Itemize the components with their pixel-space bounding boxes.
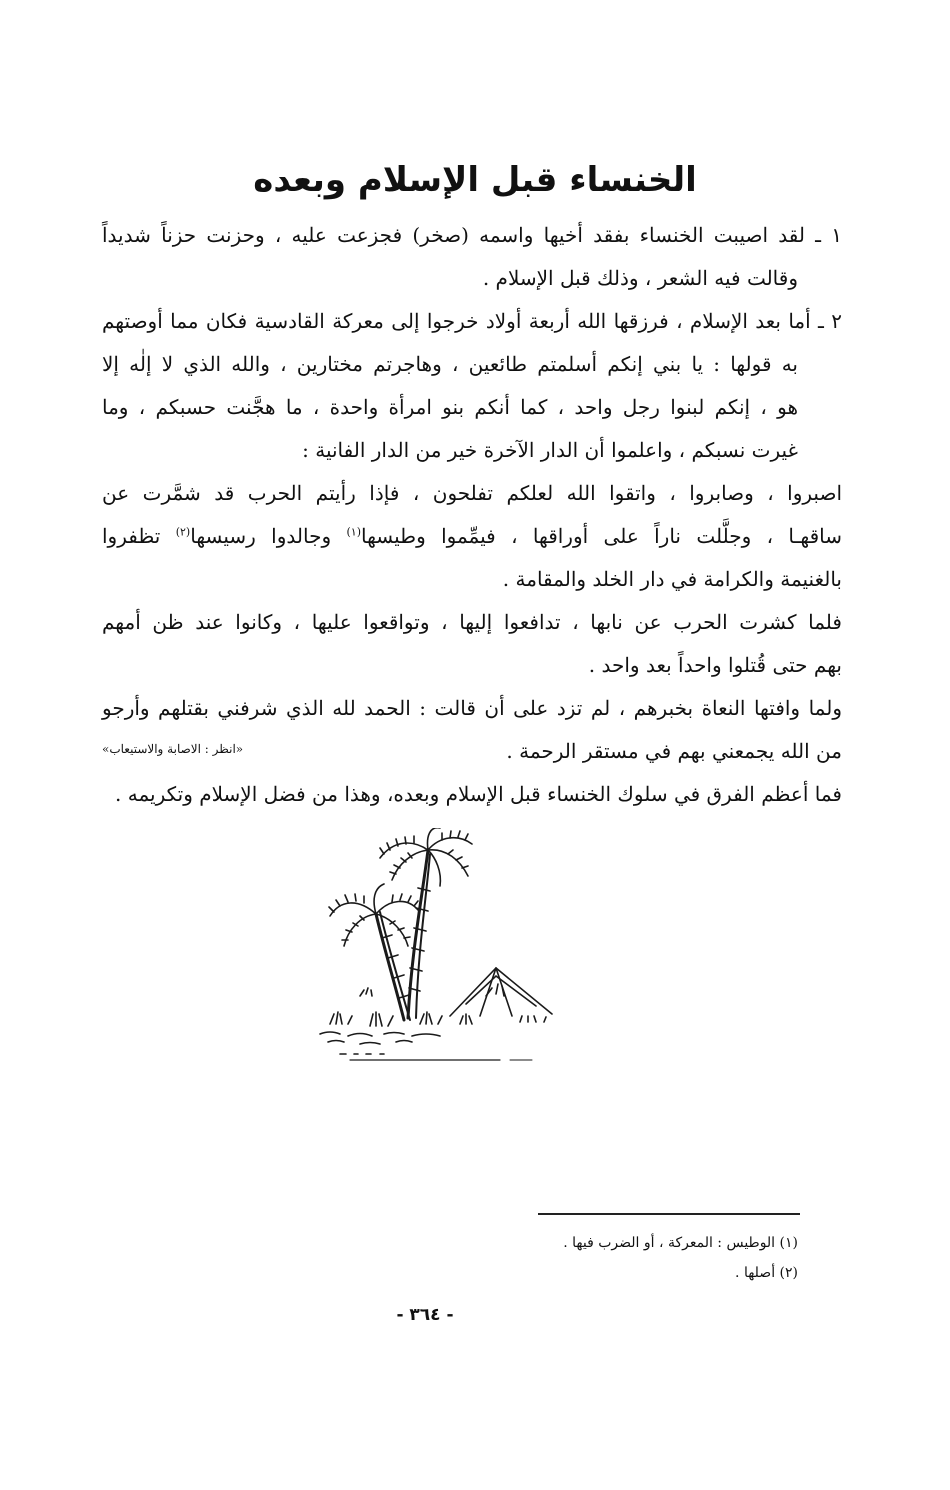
text-line-6: غيرت نسبكم ، واعلموا أن الدار الآخرة خير من الدار الفانية :	[302, 438, 798, 462]
footnote-ref-1: (١)	[346, 525, 361, 539]
palm-trees-tent-icon	[300, 828, 570, 1068]
footnote-separator	[538, 1213, 800, 1215]
page-number: - ٣٦٤ -	[396, 1305, 454, 1325]
footnotes	[398, 1228, 798, 1288]
text-line-4: به قولها : يا بني إنكم أسلمتم طائعين ، وهاجرتم مختارين ، والله الذي لا إلٰه إلا	[102, 352, 798, 376]
main-text	[102, 214, 842, 816]
footnote-ref-2: (٢)	[175, 525, 191, 539]
text-line-3: ٢ ـ أما بعد الإسلام ، فرزقها الله أربعة أولاد خرجوا إلى معركة القادسية فكان مما أوصتهم	[102, 309, 842, 333]
text-line-13-text: من الله يجمعني بهم في مستقر الرحمة .	[506, 739, 842, 763]
footnote-2: (٢) أصلها .	[735, 1265, 798, 1281]
text-line-2: وقالت فيه الشعر ، وذلك قبل الإسلام .	[482, 266, 798, 290]
text-line-10: فلما كشرت الحرب عن نابها ، تدافعوا إليها ، وتواقعوا عليها ، وكانوا عند ظن أمهم	[102, 610, 842, 634]
text-line-8-part-1: ساقهـا ، وجلَّلت ناراً على أوراقها ، فيمِّموا وطيسها	[360, 524, 842, 548]
text-line-11: بهم حتى قُتلوا واحداً بعد واحد .	[588, 653, 842, 677]
text-line-14: فما أعظم الفرق في سلوك الخنساء قبل الإسلام وبعده، وهذا من فضل الإسلام وتكريمه .	[115, 782, 842, 806]
text-line-13	[102, 730, 842, 773]
text-line-12: ولما وافتها النعاة بخبرهم ، لم تزد على أن قالت : الحمد لله الذي شرفني بقتلهم وأرجو	[102, 696, 842, 720]
text-line-8-part-2: وجالدوا رسيسها	[190, 524, 347, 548]
source-citation: «انظر : الاصابة والاستيعاب»	[102, 742, 244, 756]
text-line-1: ١ ـ لقد اصيبت الخنساء بفقد أخيها واسمه (صخر) فجزعت عليه ، وحزنت حزناً شديداً	[102, 223, 842, 247]
footnote-1: (١) الوطيس : المعركة ، أو الضرب فيها .	[563, 1235, 798, 1251]
text-line-5: هو ، إنكم لبنوا رجل واحد ، كما أنكم بنو امرأة واحدة ، ما هجَّنت حسبكم ، وما	[102, 395, 798, 419]
page-title: الخنساء قبل الإسلام وبعده	[253, 160, 697, 200]
text-line-8-part-3: تظفروا	[102, 524, 176, 548]
text-line-8	[102, 515, 842, 558]
text-line-7: اصبروا ، وصابروا ، واتقوا الله لعلكم تفلحون ، فإذا رأيتم الحرب قد شمَّرت عن	[102, 481, 842, 505]
text-line-9: بالغنيمة والكرامة في دار الخلد والمقامة .	[502, 567, 842, 591]
